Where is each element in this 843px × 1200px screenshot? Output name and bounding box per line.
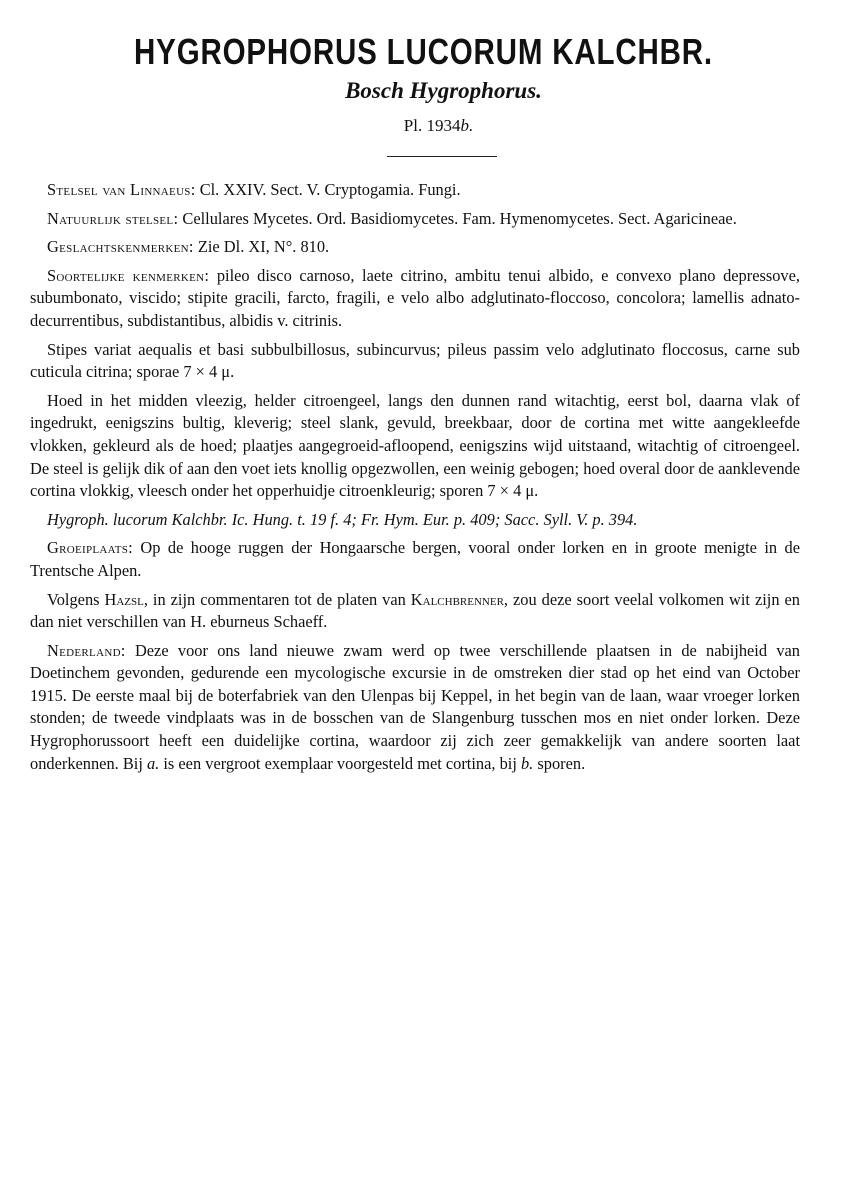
paragraph-stelsel-linnaeus — [30, 179, 800, 202]
title-divider — [387, 156, 497, 157]
text-volgens-prefix: Volgens — [47, 589, 105, 609]
paragraph-hoed: Hoed in het midden vleezig, helder citroengeel, langs den dunnen rand witachtig, eerst bol, daarna vlak of ingedrukt, eenigszins bultig, kleverig; steel slank, gevuld, breekbaar, door de cortina met witte aangekleefde vlokken, gekleurd als de hoed; plaatjes aangegroeid-afloopend, eenigszins wijd uitstaand, witachtig of citroengeel. De steel is gelijk dik of aan den voet iets knollig opgezwollen, een weinig gebogen; hoed overal door de aanklevende cortina vlokkig, vleesch onder het opperhuidje citroenkleurig; sporen 7 × 4 μ. — [30, 390, 800, 501]
text-nederland-2: is een vergroot exemplaar voorgesteld met cortina, bij — [159, 753, 521, 773]
plate-prefix: Pl. 1934 — [403, 116, 461, 135]
document-body — [30, 179, 817, 775]
paragraph-nederland — [30, 640, 800, 776]
plate-suffix: b. — [460, 116, 474, 135]
name-kalchbrenner: Kalchbrenner — [410, 589, 504, 609]
text-groeiplaats: Op de hooge ruggen der Hongaarsche bergen, vooral onder lorken en in groote menigte in de Trentsche Alpen. — [30, 538, 800, 580]
species-title: HYGROPHORUS LUCORUM KALCHBR. — [134, 31, 713, 72]
paragraph-geslachtskenmerken — [30, 236, 800, 259]
text-geslachtskenmerken: Zie Dl. XI, N°. 810. — [193, 237, 330, 257]
text-volgens-middle: , in zijn commentaren tot de platen van — [143, 589, 411, 609]
plate-number — [30, 114, 817, 138]
paragraph-volgens — [30, 589, 800, 634]
paragraph-stipes: Stipes variat aequalis et basi subbulbillosus, subincurvus; pileus passim velo adglutinato floccosus, carne sub cuticula citrina; sporae 7 × 4 μ. — [30, 339, 800, 382]
paragraph-soortelijke-kenmerken — [30, 265, 800, 333]
text-nederland-1: Deze voor ons land nieuwe zwam werd op twee verschillende plaatsen in de nabijheid van Doetinchem gevonden, gedurende een mycologische excursie in de omstreken dier stad op het eind van October 1915. De eerste maal bij de boterfabriek van den Ulenpas bij Keppel, in het begin van de laan, waar vroeger lorken stonden; de tweede vindplaats was in de bosschen van de Slangenburg tusschen mos en niet onder lorken. Deze Hygrophorussoort heeft een duidelijke cortina, waardoor zij zich zeer gemakkelijk van andere soorten laat onderkennen. Bij — [30, 640, 800, 773]
paragraph-reference: Hygroph. lucorum Kalchbr. Ic. Hung. t. 19 f. 4; Fr. Hym. Eur. p. 409; Sacc. Syll. V. p. 394. — [47, 509, 638, 529]
text-nederland-3: sporen. — [533, 753, 586, 773]
text-volgens-suffix: , zou deze soort veelal volkomen wit zijn en dan niet verschillen van H. eburneus Schaeff. — [30, 589, 800, 632]
paragraph-groeiplaats — [30, 537, 800, 582]
text-soortelijke-kenmerken: pileo disco carnoso, laete citrino, ambitu tenui albido, e convexo plano depressove, subumbonato, viscido; stipite gracili, farcto, fragili, e velo albo adglutinato-floccoso, concolora; lamellis adnato-decurrentibus, subdistantibus, albidis v. citrinis. — [30, 265, 800, 330]
common-name: Bosch Hygrophorus. — [345, 78, 542, 103]
text-stelsel-linnaeus: Cl. XXIV. Sect. V. Cryptogamia. Fungi. — [195, 180, 461, 199]
label-soortelijke-kenmerken: Soortelijke kenmerken: — [47, 265, 210, 285]
figure-mark-b: b. — [520, 753, 534, 773]
label-nederland: Nederland: — [47, 640, 126, 660]
figure-mark-a: a. — [146, 753, 160, 773]
name-hazsl: Hazsl — [104, 589, 144, 609]
text-natuurlijk-stelsel: Cellulares Mycetes. Ord. Basidiomycetes. Fam. Hymenomycetes. Sect. Agaricineae. — [178, 208, 737, 228]
document-page — [30, 30, 817, 781]
label-natuurlijk-stelsel: Natuurlijk stelsel: — [47, 208, 179, 228]
paragraph-natuurlijk-stelsel — [30, 208, 800, 231]
label-stelsel-linnaeus: Stelsel van Linnaeus: — [47, 180, 196, 199]
label-groeiplaats: Groeiplaats: — [47, 538, 133, 558]
label-geslachtskenmerken: Geslachtskenmerken: — [47, 237, 194, 257]
